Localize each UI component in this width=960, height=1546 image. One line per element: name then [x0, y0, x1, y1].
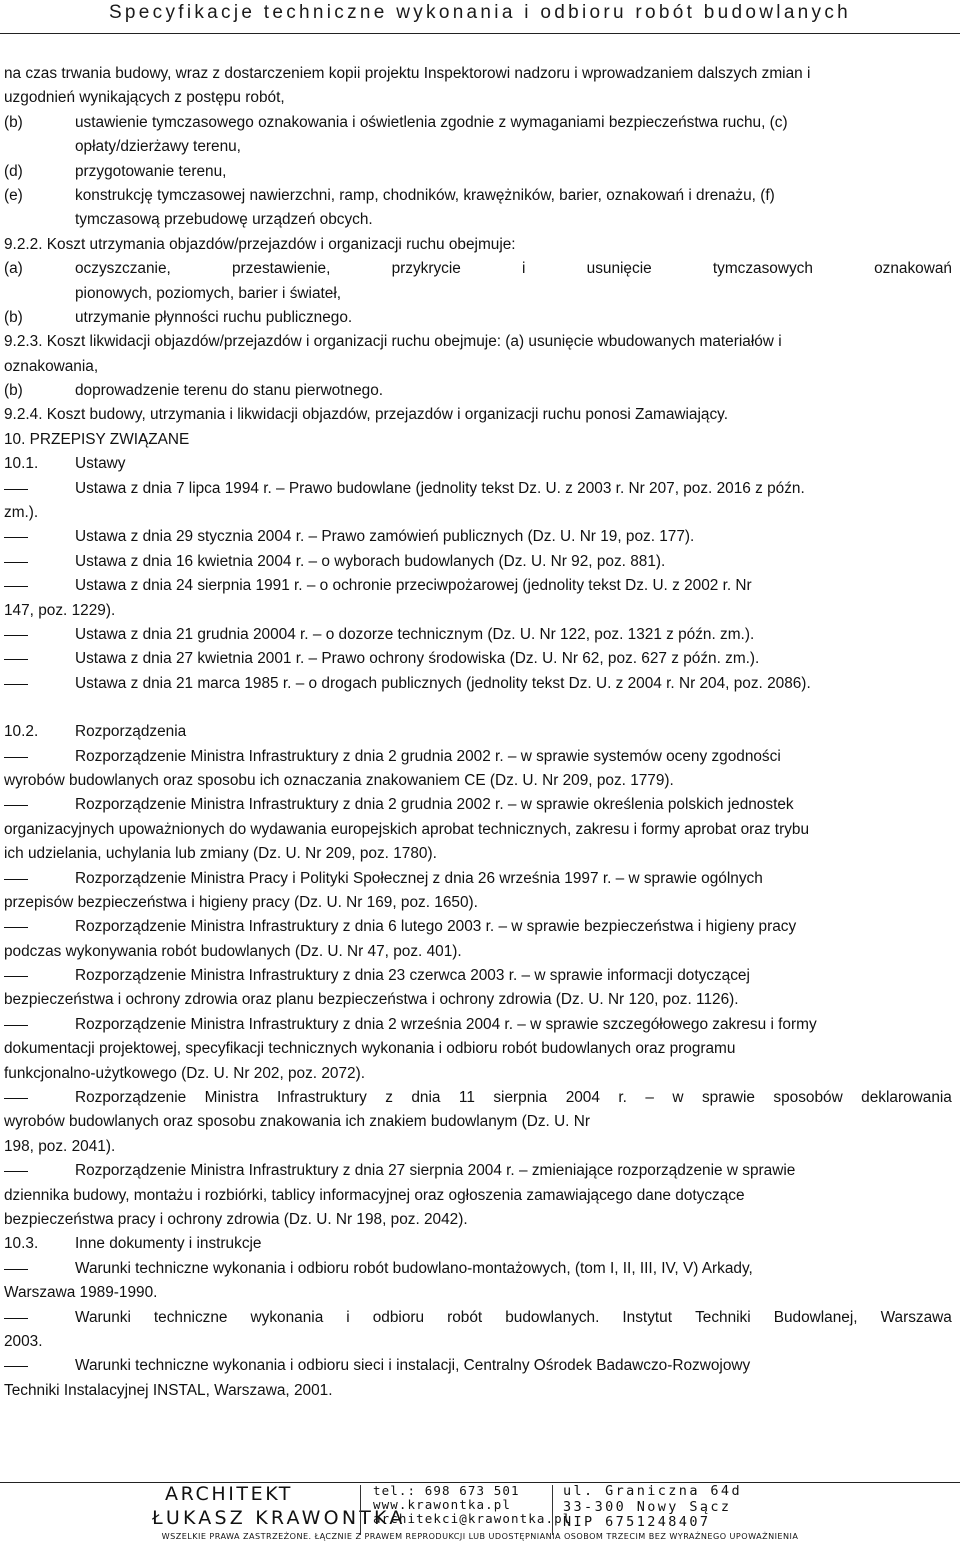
- justified-word: w: [672, 1089, 684, 1107]
- paragraph-text: na czas trwania budowy, wraz z dostarczeniem kopii projektu Inspektorowi nadzoru i wprowadzaniem dalszych zmian i: [4, 65, 811, 82]
- dash-bullet: [4, 659, 28, 660]
- section-number: 10.2.: [4, 723, 39, 741]
- list-label: (b): [4, 308, 23, 326]
- justified-word: Instytut: [622, 1308, 673, 1326]
- justified-word: Infrastruktury: [276, 1089, 367, 1107]
- justified-word: Techniki: [695, 1308, 751, 1326]
- text-line: [0, 599, 958, 623]
- header-divider: [0, 33, 960, 34]
- paragraph-text: podczas wykonywania robót budowlanych (Dz. U. Nr 47, poz. 401).: [4, 942, 462, 960]
- justified-word: sposobów: [773, 1089, 843, 1107]
- list-label: (a): [4, 260, 23, 278]
- dash-bullet: [4, 537, 28, 538]
- paragraph-text: ich udzielania, uchylania lub zmiany (Dz. U. Nr 209, poz. 1780).: [4, 845, 437, 863]
- justified-word: usunięcie: [586, 260, 652, 278]
- list-text: Ustawa z dnia 24 sierpnia 1991 r. – o ochronie przeciwpożarowej (jednolity tekst Dz. U. z 2002 r. Nr: [75, 577, 752, 595]
- text-line: [0, 1330, 958, 1354]
- justified-word: deklarowania: [861, 1089, 952, 1107]
- dash-bullet: [4, 635, 28, 636]
- footer-phone: tel.: 698 673 501: [373, 1483, 520, 1498]
- footer-city: 33-300 Nowy Sącz: [563, 1498, 732, 1515]
- dash-item: [0, 672, 958, 696]
- dash-bullet: [4, 1318, 28, 1319]
- list-text: Ustawa z dnia 21 grudnia 20004 r. – o dozorze technicznym (Dz. U. Nr 122, poz. 1321 z późn. zm.).: [75, 625, 755, 643]
- paragraph-text: organizacyjnych upoważnionych do wydawania europejskich aprobat technicznych, zakresu i formy aprobat oraz trybu: [4, 820, 810, 838]
- text-line: [0, 62, 958, 86]
- justified-word: sprawie: [701, 1089, 755, 1107]
- justified-word: –: [645, 1089, 654, 1107]
- dash-item: [0, 745, 958, 769]
- text-line: [0, 86, 958, 110]
- text-line: [0, 891, 958, 915]
- list-item: [0, 135, 958, 159]
- dash-item: [0, 623, 958, 647]
- paragraph-text: zm.).: [4, 504, 39, 522]
- paragraph-text: dokumentacji projektowej, specyfikacji technicznych wykonania i odbioru robót budowlanych oraz programu: [4, 1040, 736, 1058]
- list-item: [0, 257, 958, 281]
- list-text: Rozporządzenie Ministra Infrastruktury z dnia 23 czerwca 2003 r. – w sprawie informacji dotyczącej: [75, 967, 750, 985]
- justified-line: [75, 1086, 952, 1110]
- paragraph-text: 9.2.3. Koszt likwidacji objazdów/przejazdów i organizacji ruchu obejmuje: (a) usunięcie wbudowanych materiałów i: [4, 333, 782, 351]
- dash-bullet: [4, 879, 28, 880]
- dash-item: [0, 1257, 958, 1281]
- justified-word: Ministra: [204, 1089, 259, 1107]
- footer-contact: [373, 1484, 571, 1526]
- justified-word: przykrycie: [391, 260, 461, 278]
- list-text: Rozporządzenie Ministra Infrastruktury z dnia 2 grudnia 2002 r. – w sprawie systemów oceny zgodności: [75, 747, 781, 765]
- dash-item: [0, 1159, 958, 1183]
- justified-line: [75, 257, 952, 281]
- heading-text: Ustawy: [75, 455, 126, 473]
- list-text: Rozporządzenie Ministra Pracy i Polityki Społecznej z dnia 26 września 1997 r. – w sprawie ogólnych: [75, 869, 763, 887]
- dash-item: [0, 550, 958, 574]
- text-line: [0, 1184, 958, 1208]
- document-body: [0, 62, 958, 1403]
- justified-word: robót: [447, 1308, 483, 1326]
- text-line: [0, 988, 958, 1012]
- justified-word: i: [522, 260, 526, 278]
- dash-bullet: [4, 927, 28, 928]
- text-line: [0, 355, 958, 379]
- dash-bullet: [4, 1098, 28, 1099]
- footer-street: ul. Graniczna 64d: [563, 1483, 742, 1499]
- subsection-heading: [0, 452, 958, 476]
- justified-word: Warunki: [75, 1308, 131, 1326]
- paragraph-text: funkcjonalno-użytkowego (Dz. U. Nr 202, poz. 2072).: [4, 1064, 366, 1082]
- justified-word: tymczasowych: [712, 260, 813, 278]
- footer-architect-name: ŁUKASZ KRAWONTKA: [152, 1507, 406, 1529]
- list-text: ustawienie tymczasowego oznakowania i oświetlenia zgodnie z wymaganiami bezpieczeństwa ruchu, (c): [75, 113, 788, 131]
- text-line: [0, 1110, 958, 1134]
- dash-item: [0, 867, 958, 891]
- paragraph-text: oznakowania,: [4, 357, 99, 375]
- justified-word: r.: [618, 1089, 627, 1107]
- dash-bullet: [4, 1269, 28, 1270]
- list-text: pionowych, poziomych, barier i świateł,: [75, 284, 342, 302]
- justified-word: sierpnia: [493, 1089, 548, 1107]
- list-text: Rozporządzenie Ministra Infrastruktury z dnia 27 sierpnia 2004 r. – zmieniające rozporządzenie w sprawie: [75, 1162, 796, 1180]
- dash-item: [0, 1013, 958, 1037]
- footer-separator: [552, 1485, 553, 1535]
- list-label: (e): [4, 186, 23, 204]
- paragraph-text: bezpieczeństwa i ochrony zdrowia oraz planu bezpieczeństwa i ochrony zdrowia (Dz. U. Nr 120, poz. 1126).: [4, 991, 739, 1009]
- paragraph-text: Techniki Instalacyjnej INSTAL, Warszawa, 2001.: [4, 1381, 333, 1399]
- justified-line: [75, 1306, 952, 1330]
- text-line: [0, 940, 958, 964]
- paragraph-text: wyrobów budowlanych oraz sposobu ich oznaczania znakowaniem CE (Dz. U. Nr 209, poz. 1779).: [4, 771, 674, 789]
- heading-text: 10. PRZEPISY ZWIĄZANE: [4, 430, 190, 448]
- paragraph-text: 2003.: [4, 1332, 43, 1350]
- list-text: Rozporządzenie Ministra Infrastruktury z dnia 2 grudnia 2002 r. – w sprawie określenia polskich jednostek: [75, 796, 794, 814]
- list-text: Rozporządzenie Ministra Infrastruktury z dnia 6 lutego 2003 r. – w sprawie bezpieczeństwa i higieny pracy: [75, 918, 797, 936]
- list-text: Ustawa z dnia 16 kwietnia 2004 r. – o wyborach budowlanych (Dz. U. Nr 92, poz. 881).: [75, 552, 666, 570]
- text-line: [0, 818, 958, 842]
- list-text: Warunki techniczne wykonania i odbioru robót budowlano-montażowych, (tom I, II, III, IV, V) Arkady,: [75, 1259, 753, 1277]
- dash-bullet: [4, 586, 28, 587]
- dash-item: [0, 477, 958, 501]
- dash-item: [0, 915, 958, 939]
- list-item: [0, 208, 958, 232]
- list-text: Ustawa z dnia 21 marca 1985 r. – o drogach publicznych (jednolity tekst Dz. U. z 2004 r. Nr 204, poz. 2086).: [75, 674, 811, 692]
- paragraph-text: 9.2.2. Koszt utrzymania objazdów/przejazdów i organizacji ruchu obejmuje:: [4, 235, 516, 253]
- list-text: Warunki techniczne wykonania i odbioru sieci i instalacji, Centralny Ośrodek Badawczo-Rozwojowy: [75, 1357, 751, 1375]
- text-line: [0, 1037, 958, 1061]
- list-item: [0, 111, 958, 135]
- heading-text: Rozporządzenia: [75, 723, 187, 741]
- paragraph-text: bezpieczeństwa pracy i ochrony zdrowia (Dz. U. Nr 198, poz. 2042).: [4, 1210, 468, 1228]
- justified-word: z: [385, 1089, 393, 1107]
- page-footer: [0, 1478, 960, 1546]
- justified-word: i: [346, 1308, 350, 1326]
- list-text: Ustawa z dnia 7 lipca 1994 r. – Prawo budowlane (jednolity tekst Dz. U. z 2003 r. Nr 207, poz. 2016 z późn.: [75, 479, 805, 497]
- subsection-heading: [0, 720, 958, 744]
- paragraph-text: uzgodnień wynikających z postępu robót,: [4, 89, 285, 107]
- list-text: tymczasową przebudowę urządzeń obcych.: [75, 211, 373, 229]
- list-label: (b): [4, 113, 23, 131]
- paragraph-text: Warszawa 1989-1990.: [4, 1284, 158, 1302]
- justified-word: przestawienie,: [232, 260, 331, 278]
- paragraph-text: wyrobów budowlanych oraz sposobu znakowania ich znakiem budowlanym (Dz. U. Nr: [4, 1113, 590, 1131]
- list-text: Ustawa z dnia 27 kwietnia 2001 r. – Prawo ochrony środowiska (Dz. U. Nr 62, poz. 627 z późn. zm.).: [75, 650, 760, 668]
- list-item: [0, 160, 958, 184]
- list-item: [0, 379, 958, 403]
- blank-line: [0, 696, 958, 720]
- heading-text: Inne dokumenty i instrukcje: [75, 1235, 262, 1253]
- dash-item: [0, 647, 958, 671]
- section-heading: [0, 330, 958, 354]
- section-heading: [0, 403, 958, 427]
- chapter-heading: [0, 428, 958, 452]
- text-line: [0, 1062, 958, 1086]
- justified-word: wykonania: [250, 1308, 324, 1326]
- dash-item: [0, 1306, 958, 1330]
- text-line: [0, 1379, 958, 1403]
- paragraph-text: dziennika budowy, montażu i rozbiórki, tablicy informacyjnej oraz ogłoszenia zamawiającego dane dotyczące: [4, 1186, 745, 1204]
- text-line: [0, 501, 958, 525]
- paragraph-text: 147, poz. 1229).: [4, 601, 116, 619]
- text-line: [0, 1208, 958, 1232]
- list-item: [0, 306, 958, 330]
- text-line: [0, 1281, 958, 1305]
- dash-item: [0, 574, 958, 598]
- dash-bullet: [4, 757, 28, 758]
- list-item: [0, 282, 958, 306]
- list-label: (b): [4, 382, 23, 400]
- footer-website: www.krawontka.pl: [373, 1497, 512, 1512]
- dash-bullet: [4, 562, 28, 563]
- dash-bullet: [4, 976, 28, 977]
- justified-word: 11: [458, 1089, 475, 1107]
- section-heading: [0, 233, 958, 257]
- justified-word: budowlanych.: [505, 1308, 600, 1326]
- footer-address: [563, 1484, 742, 1531]
- justified-word: techniczne: [153, 1308, 228, 1326]
- list-label: (d): [4, 162, 23, 180]
- footer-email: architekci@krawontka.pl: [373, 1511, 572, 1526]
- dash-item: [0, 793, 958, 817]
- justified-word: 2004: [565, 1089, 600, 1107]
- paragraph-text: 9.2.4. Koszt budowy, utrzymania i likwidacji objazdów, przejazdów i organizacji ruchu ponosi Zamawiający.: [4, 406, 728, 424]
- text-line: [0, 769, 958, 793]
- dash-bullet: [4, 1366, 28, 1367]
- paragraph-text: 198, poz. 2041).: [4, 1137, 116, 1155]
- list-text: konstrukcję tymczasowej nawierzchni, ramp, chodników, krawężników, barier, oznakowań i drenażu, (f): [75, 186, 775, 204]
- justified-word: oznakowań: [874, 260, 952, 278]
- dash-bullet: [4, 1171, 28, 1172]
- page-header-title: Specyfikacje techniczne wykonania i odbioru robót budowlanych: [108, 2, 852, 23]
- justified-word: Warszawa: [880, 1308, 952, 1326]
- dash-item: [0, 1086, 958, 1110]
- dash-item: [0, 525, 958, 549]
- list-text: przygotowanie terenu,: [75, 162, 227, 180]
- dash-item: [0, 964, 958, 988]
- section-number: 10.1.: [4, 455, 39, 473]
- list-text: Ustawa z dnia 29 stycznia 2004 r. – Prawo zamówień publicznych (Dz. U. Nr 19, poz. 177).: [75, 528, 695, 546]
- justified-word: oczyszczanie,: [75, 260, 171, 278]
- footer-copyright-notice: WSZELKIE PRAWA ZASTRZEŻONE. ŁĄCZNIE Z PRAWEM REPRODUKCJI LUB UDOSTĘPNIANIA OSOBOM TRZECIM BEZ WYRAŹNEGO UPOWAŻNIENIA: [161, 1531, 799, 1541]
- text-line: [0, 1135, 958, 1159]
- list-item: [0, 184, 958, 208]
- justified-word: Rozporządzenie: [75, 1089, 187, 1107]
- list-text: utrzymanie płynności ruchu publicznego.: [75, 308, 353, 326]
- dash-bullet: [4, 1025, 28, 1026]
- justified-word: odbioru: [372, 1308, 425, 1326]
- list-text: doprowadzenie terenu do stanu pierwotnego.: [75, 382, 384, 400]
- list-text: opłaty/dzierżawy terenu,: [75, 138, 241, 156]
- paragraph-text: przepisów bezpieczeństwa i higieny pracy (Dz. U. Nr 169, poz. 1650).: [4, 893, 478, 911]
- dash-bullet: [4, 489, 28, 490]
- footer-profession: ARCHITEKT: [165, 1483, 294, 1505]
- footer-separator: [360, 1485, 361, 1535]
- text-line: [0, 842, 958, 866]
- dash-item: [0, 1354, 958, 1378]
- subsection-heading: [0, 1232, 958, 1256]
- list-text: Rozporządzenie Ministra Infrastruktury z dnia 2 września 2004 r. – w sprawie szczegółowego zakresu i formy: [75, 1015, 817, 1033]
- dash-bullet: [4, 684, 28, 685]
- justified-word: Budowlanej,: [773, 1308, 858, 1326]
- justified-word: dnia: [411, 1089, 441, 1107]
- section-number: 10.3.: [4, 1235, 39, 1253]
- footer-nip: NIP 6751248407: [563, 1514, 711, 1530]
- dash-bullet: [4, 805, 28, 806]
